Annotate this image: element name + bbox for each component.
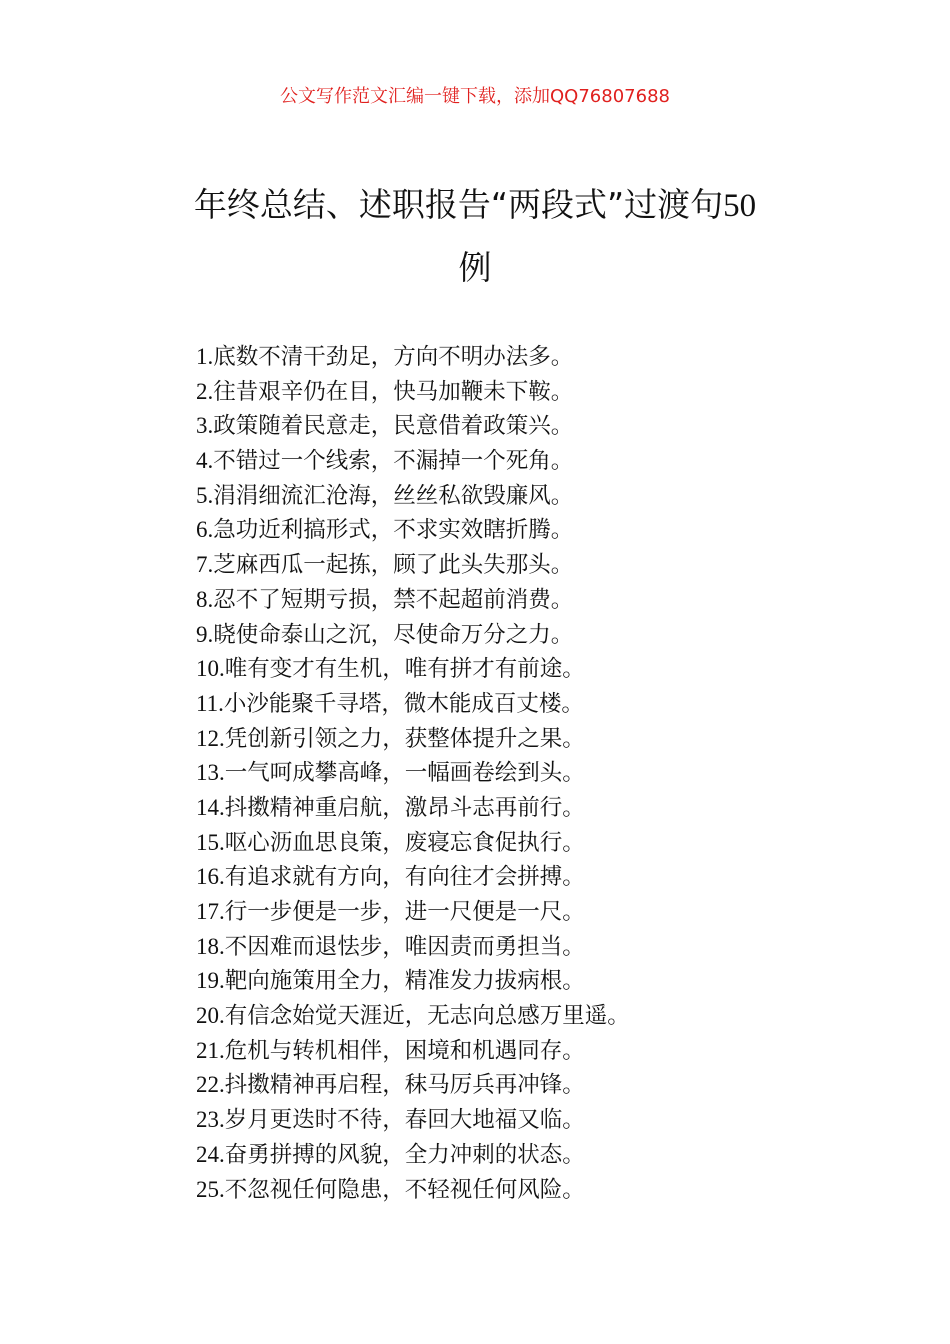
item-number: 8. xyxy=(196,586,214,612)
list-item xyxy=(196,791,816,826)
item-number: 21. xyxy=(196,1037,225,1063)
item-number: 17. xyxy=(196,899,225,924)
item-number: 19. xyxy=(196,968,225,994)
list-item xyxy=(196,895,816,930)
item-text: 危机与转机相伴，困境和机遇同存。 xyxy=(224,1037,585,1064)
item-text: 政策随着民意走，民意借着政策兴。 xyxy=(213,413,574,440)
item-text: 往昔艰辛仍在目，快马加鞭未下鞍。 xyxy=(213,378,574,405)
list-item xyxy=(196,1138,816,1173)
item-text: 晓使命泰山之沉，尽使命万分之力。 xyxy=(213,621,574,648)
item-number: 13. xyxy=(196,760,225,786)
list-item xyxy=(196,860,816,895)
item-text: 不错过一个线索，不漏掉一个死角。 xyxy=(213,448,574,475)
list-item xyxy=(196,722,816,757)
item-number: 2. xyxy=(196,378,214,404)
item-text: 呕心沥血思良策，废寝忘食促执行。 xyxy=(224,829,585,856)
list-item xyxy=(196,409,816,444)
item-number: 9. xyxy=(196,621,214,647)
list-item xyxy=(196,964,816,999)
list-item xyxy=(196,1103,816,1138)
list-item xyxy=(196,340,816,375)
item-text: 有追求就有方向，有向往才会拼搏。 xyxy=(224,864,585,891)
item-text: 奋勇拼搏的风貌，全力冲刺的状态。 xyxy=(224,1141,585,1168)
item-number: 11. xyxy=(196,690,224,716)
item-number: 24. xyxy=(196,1141,225,1167)
list-item xyxy=(196,1034,816,1069)
item-text: 小沙能聚千寻塔，微木能成百丈楼。 xyxy=(223,690,584,717)
item-number: 7. xyxy=(196,552,214,578)
list-item xyxy=(196,756,816,791)
header-note: 公文写作范文汇编一键下载，添加QQ76807688 xyxy=(280,86,670,107)
list-item xyxy=(196,513,816,548)
item-number: 16. xyxy=(196,864,225,890)
list-item xyxy=(196,618,816,653)
title-number: 50 xyxy=(723,188,757,224)
item-text: 不忽视任何隐患，不轻视任何风险。 xyxy=(224,1176,585,1203)
item-text: 唯有变才有生机，唯有拼才有前途。 xyxy=(224,656,585,683)
list-item xyxy=(196,687,816,722)
item-text: 忍不了短期亏损，禁不起超前消费。 xyxy=(213,586,574,613)
item-number: 20. xyxy=(196,1003,225,1029)
item-number: 5. xyxy=(196,482,214,508)
item-number: 6. xyxy=(196,517,214,543)
list-item xyxy=(196,1068,816,1103)
list-item xyxy=(196,999,816,1034)
item-number: 3. xyxy=(196,413,214,439)
list-item xyxy=(196,583,816,618)
item-text: 一气呵成攀高峰，一幅画卷绘到头。 xyxy=(224,760,585,787)
list-item xyxy=(196,652,816,687)
item-text: 凭创新引领之力，获整体提升之果。 xyxy=(224,725,585,752)
list-item xyxy=(196,548,816,583)
item-number: 12. xyxy=(196,725,225,751)
document-title xyxy=(120,174,830,299)
item-text: 急功近利搞形式，不求实效瞎折腾。 xyxy=(213,517,574,544)
item-text: 岁月更迭时不待，春回大地福又临。 xyxy=(224,1107,585,1134)
list-item xyxy=(196,444,816,479)
item-text: 抖擞精神重启航，激昂斗志再前行。 xyxy=(224,794,585,821)
item-number: 23. xyxy=(196,1107,225,1133)
item-text: 有信念始觉天涯近，无志向总感万里遥。 xyxy=(224,1003,630,1030)
item-number: 25. xyxy=(196,1176,225,1202)
item-text: 抖擞精神再启程，秣马厉兵再冲锋。 xyxy=(224,1072,585,1099)
item-number: 18. xyxy=(196,933,225,959)
item-number: 22. xyxy=(196,1072,225,1098)
item-text: 不因难而退怯步，唯因责而勇担当。 xyxy=(224,933,585,960)
item-number: 4. xyxy=(196,448,214,474)
transition-sentence-list xyxy=(196,340,816,1207)
item-text: 底数不清干劲足，方向不明办法多。 xyxy=(213,344,574,370)
title-main: 年终总结、述职报告“两段式”过渡句 xyxy=(193,185,724,224)
list-item xyxy=(196,1173,816,1208)
item-text: 涓涓细流汇沧海，丝丝私欲毁廉风。 xyxy=(213,482,574,509)
title-tail: 例 xyxy=(458,248,492,287)
item-text: 行一步便是一步，进一尺便是一尺。 xyxy=(224,899,585,925)
item-text: 靶向施策用全力，精准发力拔病根。 xyxy=(224,968,585,995)
list-item xyxy=(196,930,816,965)
item-number: 15. xyxy=(196,829,225,855)
item-number: 1. xyxy=(196,344,214,369)
list-item xyxy=(196,479,816,514)
list-item xyxy=(196,375,816,410)
item-number: 14. xyxy=(196,794,225,820)
item-number: 10. xyxy=(196,656,225,682)
list-item xyxy=(196,826,816,861)
item-text: 芝麻西瓜一起拣，顾了此头失那头。 xyxy=(213,552,574,579)
